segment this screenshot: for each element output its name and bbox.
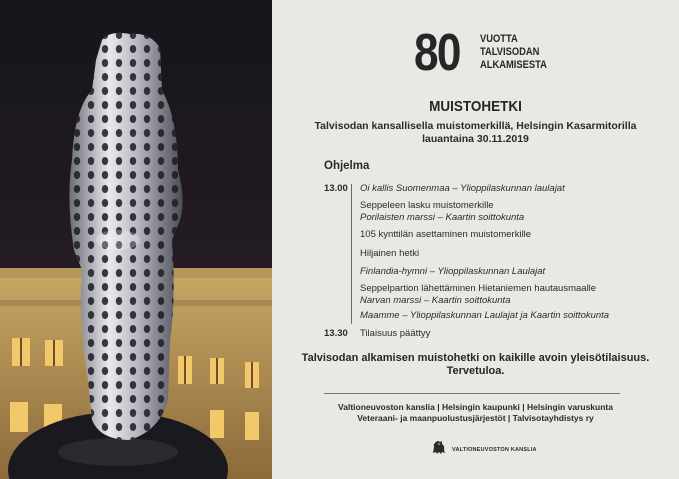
program-item xyxy=(360,310,650,322)
government-logo-label: VALTIONEUVOSTON KANSLIA xyxy=(452,446,537,453)
program-item xyxy=(360,283,650,306)
program-item xyxy=(360,248,650,260)
program-item xyxy=(360,266,650,278)
page-title: MUISTOHETKI xyxy=(429,98,522,115)
anniversary-line: ALKAMISESTA xyxy=(480,59,547,71)
section-divider xyxy=(324,393,620,394)
invitation-text-panel xyxy=(272,0,679,479)
program-heading: Ohjelma xyxy=(324,160,370,172)
anniversary-number: 80 xyxy=(414,24,460,82)
program-item-line: Porilaisten marssi – Kaartin soittokunta xyxy=(360,211,525,223)
program-item-line: Oi kallis Suomenmaa – Ylioppilaskunnan laulajat xyxy=(360,183,565,194)
organizers xyxy=(272,402,679,424)
public-event-notice xyxy=(272,352,679,378)
organizers-line: Valtioneuvoston kanslia | Helsingin kaupunki | Helsingin varuskunta xyxy=(338,402,613,412)
anniversary-line: TALVISODAN xyxy=(480,46,540,58)
program-item xyxy=(360,328,650,340)
program-item-line: Maamme – Ylioppilaskunnan Laulajat ja Kaartin soittokunta xyxy=(360,310,610,321)
program-item-line: Seppelpartion lähettäminen Hietaniemen hautausmaalle xyxy=(360,283,597,294)
anniversary-text xyxy=(480,33,559,72)
program-time: 13.30 xyxy=(324,328,348,339)
program-item xyxy=(360,183,650,195)
organizers-line: Veteraani- ja maanpuolustusjärjestöt | Talvisotayhdistys ry xyxy=(357,413,594,423)
program-item xyxy=(360,200,650,223)
program-item-line: Hiljainen hetki xyxy=(360,248,420,259)
event-date: lauantaina 30.11.2019 xyxy=(422,133,529,145)
program-time: 13.00 xyxy=(324,183,348,194)
program-item-line: 105 kynttilän asettaminen muistomerkille xyxy=(360,229,532,240)
lion-coat-of-arms-icon xyxy=(430,438,448,461)
program-item-line: Finlandia-hymni – Ylioppilaskunnan Laulajat xyxy=(360,266,546,277)
monument-photo-illustration xyxy=(0,0,272,479)
notice-welcome: Tervetuloa. xyxy=(446,365,505,377)
program-divider xyxy=(351,184,352,324)
event-location-date xyxy=(272,120,679,146)
event-location: Talvisodan kansallisella muistomerkillä, Helsingin Kasarmitorilla xyxy=(314,120,637,132)
program-item-line: Tilaisuus päättyy xyxy=(360,328,431,339)
notice-line: Talvisodan alkamisen muistohetki on kaikille avoin yleisötilaisuus. xyxy=(301,352,650,364)
monument-photo xyxy=(0,0,272,479)
program-item-line: Narvan marssi – Kaartin soittokunta xyxy=(360,294,511,306)
government-logo xyxy=(430,438,537,461)
program-item-line: Seppeleen lasku muistomerkille xyxy=(360,200,494,211)
anniversary-line: VUOTTA xyxy=(480,33,518,45)
anniversary-heading xyxy=(414,24,559,82)
program-item xyxy=(360,229,650,241)
